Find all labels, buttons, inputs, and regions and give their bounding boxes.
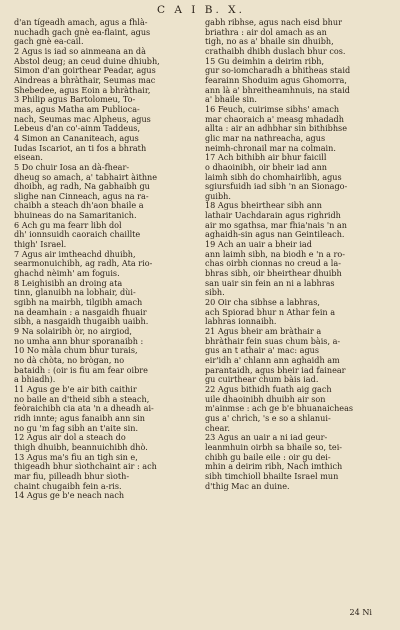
running-head: C A I B. X. xyxy=(157,4,245,16)
verse-paragraph: 2 Agus is iad so ainmeana an dà Abstol deug; an ceud duine dhiubh, Simon d'an goirthear Peadar, agus Aindreas a bhràthair, Seumas mac Shebedee, agus Eoin a bhràthair, xyxy=(14,45,160,95)
verse-paragraph: 20 Oir cha sibhse a labhras, ach Spiorad bhur n Athar fein a labhras ionnaibh. xyxy=(205,297,336,327)
verse-paragraph: 13 Agus ma's fiu an tigh sin e, thigeadh bhur sìothchaint air : ach mar fiu, pilleadh bhur sìoth- chaint chugaibh fein a-ris. xyxy=(14,451,157,491)
verse-paragraph: 21 Agus bheir am bràthair a bhràthair fein suas chum bàis, a- gus an t athair a' mac: agus eir'idh a' chlann ann aghaidh am parantaidh, agus bheir iad fainear gu cuirthear chum bàis iad. xyxy=(205,326,346,385)
verse-paragraph: 12 Agus air dol a steach do thigh dhuibh, beannuichibh dhò. xyxy=(14,432,148,452)
right-column xyxy=(205,18,388,501)
verse-paragraph: 22 Agus bithidh fuath aig gach uile dhaoinibh dhuibh air son m'ainmse : ach ge b'e bhuanaicheas gus a' chrìch, 's e so a shlanui- chear. xyxy=(205,383,354,433)
verse-paragraph: 18 Agus bheirthear sibh ann lathair Uachdarain agus righridh air mo sgathsa, mar fhia'nais 'n an aghaidh-sin agus nan Geintileach. xyxy=(205,200,347,240)
verse-paragraph: 23 Agus an uair a ni iad geur- leanmhuin oirbh sa bhaile so, tei- chibh gu baile eile : oir gu dei- mhin a deirim ribh, Nach imthich sibh timchioll bhailte Israel mun d'thig Mac an duine. xyxy=(205,432,343,491)
verse-paragraph: 4 Simon an Cananiteach, agus Iudas Iscariot, an ti fos a bhrath eisean. xyxy=(14,132,147,163)
verse-paragraph: 5 Do chuir Iosa an dà-fhear- dheug so amach, a' tabhairt àithne dhoibh, ag radh, Na gabhaibh gu slighe nan Cinneach, agus na ra- chaibh a steach dh'aon bhaile a bhuineas do na Samaritanich. xyxy=(14,161,158,221)
catchword: 24 Ni xyxy=(349,607,372,618)
verse-paragraph: 10 No màla chum bhur turais, no dà chòta, no brògan, no bataidh : (oir is fiu am fear oibre a bhiadh). xyxy=(14,345,148,385)
text-columns xyxy=(14,18,388,501)
verse-paragraph: 11 Agus ge b'e air bith caithir no baile an d'theid sibh a steach, feòraichibh cia ata 'n a dheadh ai- ridh innte; agus fanaibh ann sin no gu 'm fag sibh an t'aite sin. xyxy=(14,383,154,433)
verse-paragraph: 14 Agus ge b'e neach nach xyxy=(14,490,125,501)
verse-paragraph: 16 Feuch, cuirimse sibhs' amach mar chaoraich a' measg mhadadh allta : air an adhbhar sin bithibhse glic mar na nathreacha, agus neimh-chronail mar na colmain. xyxy=(205,103,347,153)
verse-paragraph: 7 Agus air imtheachd dhuibh, searmonuichibh, ag radh, Ata rio- ghachd nèimh' am foguis. xyxy=(14,248,153,279)
verse-paragraph: 19 Ach an uair a bheir iad ann laimh sibh, na biodh e 'n a ro- chas oirbh cionnas no creud a la- bhras sibh, oir bheirthear dhuibh san uair sin fein an ni a labhras sibh. xyxy=(205,239,346,298)
verse-paragraph: d'an tígeadh amach, agus a fhlà- nuchadh gach gnè ea-flaint, agus gach gnè ea-cail. xyxy=(14,17,151,47)
verse-paragraph: 9 Na solairibh òr, no airgiod, no umha ann bhur sporanaibh : xyxy=(14,326,144,346)
verse-paragraph: 6 Ach gu ma fearr libh dol dh' ionnsuidh caoraich chaillte thigh' Israel. xyxy=(14,219,141,250)
verse-paragraph: 3 Philip agus Bartolomeu, To- mas, agus Matha am Publioca- nach, Seumas mac Alpheus, agus Lebeus d'an co'-ainm Taddeus, xyxy=(14,94,151,134)
verse-paragraph: 17 Ach bithibh air bhur faicill o dhaoinibh, oir bheir iad ann laimh sibh do chomhairlibh, agus sgiursfuidh iad sibh 'n an Sionago- guibh. xyxy=(205,152,348,201)
verse-paragraph: gabh ribhse, agus nach eisd bhur briathra : air dol amach as an tigh, no as a' bhaile sin dhuibh, crathaibh dhibh duslach bhur cos. xyxy=(205,17,346,56)
left-column xyxy=(14,18,197,501)
verse-paragraph: 15 Gu deimhin a deirim ribh, gur so-iomcharadh a bhitheas staid fearainn Shoduim agus Ghomorra, ann là a' bhreitheamhnuis, na staid a' bhaile sin. xyxy=(205,55,351,105)
verse-paragraph: 8 Leighisibh an droing ata tinn, glanuibh na lobhair, dùi- sgibh na mairbh, tilgibh amach na deamhain : a nasgaidh fhuair sibh, a nasgaidh thugaibh uaibh. xyxy=(14,277,149,327)
